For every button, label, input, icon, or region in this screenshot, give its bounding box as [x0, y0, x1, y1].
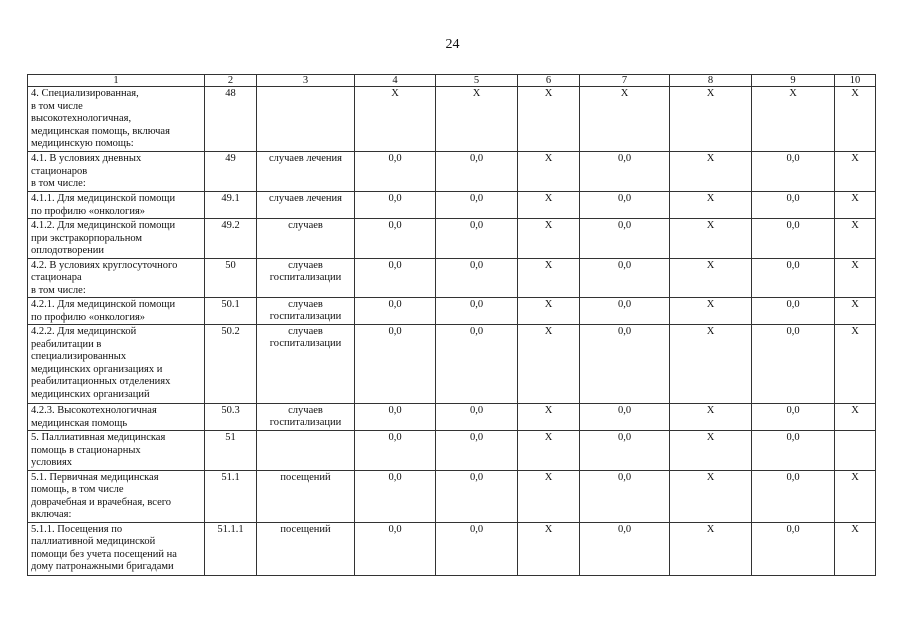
- value-cell: 0,0: [355, 298, 436, 325]
- value-cell: 0,0: [355, 219, 436, 259]
- value-cell: 0,0: [355, 258, 436, 298]
- value-cell: 0,0: [752, 431, 835, 471]
- value-cell: 0,0: [355, 325, 436, 404]
- value-cell: 0,0: [752, 152, 835, 192]
- value-cell: Х: [518, 522, 580, 575]
- value-cell: Х: [835, 404, 876, 431]
- table-row: [28, 522, 876, 575]
- table-row: [28, 219, 876, 259]
- row-number-cell: 50.2: [205, 325, 257, 404]
- row-unit-cell: случаев госпитализации: [257, 298, 355, 325]
- column-header: 6: [518, 75, 580, 87]
- value-cell: 0,0: [436, 298, 518, 325]
- value-cell: Х: [835, 87, 876, 152]
- value-cell: Х: [518, 404, 580, 431]
- value-cell: Х: [670, 470, 752, 522]
- table-row: [28, 87, 876, 152]
- value-cell: Х: [670, 522, 752, 575]
- value-cell: 0,0: [436, 470, 518, 522]
- row-unit-cell: случаев лечения: [257, 152, 355, 192]
- row-name-cell: 4.2.2. Для медицинской реабилитации в специализированных медицинских организациях и реабилитационных отделениях медицинских организаций: [28, 325, 205, 404]
- row-number-cell: 49.2: [205, 219, 257, 259]
- value-cell: 0,0: [752, 192, 835, 219]
- column-header: 10: [835, 75, 876, 87]
- row-number-cell: 50.3: [205, 404, 257, 431]
- value-cell: Х: [518, 470, 580, 522]
- value-cell: 0,0: [436, 431, 518, 471]
- value-cell: Х: [355, 87, 436, 152]
- column-header: 1: [28, 75, 205, 87]
- row-unit-cell: случаев госпитализации: [257, 325, 355, 404]
- row-number-cell: 51: [205, 431, 257, 471]
- value-cell: 0,0: [580, 522, 670, 575]
- row-name-cell: 4.1.2. Для медицинской помощи при экстракорпоральном оплодотворении: [28, 219, 205, 259]
- value-cell: 0,0: [436, 522, 518, 575]
- value-cell: 0,0: [752, 522, 835, 575]
- value-cell: Х: [518, 219, 580, 259]
- value-cell: Х: [670, 152, 752, 192]
- value-cell: 0,0: [580, 298, 670, 325]
- value-cell: 0,0: [355, 404, 436, 431]
- row-name-cell: 5.1.1. Посещения по паллиативной медицинской помощи без учета посещений на дому патронажными бригадами: [28, 522, 205, 575]
- value-cell: Х: [670, 325, 752, 404]
- table-row: [28, 404, 876, 431]
- value-cell: 0,0: [580, 258, 670, 298]
- column-header: 2: [205, 75, 257, 87]
- table-row: [28, 258, 876, 298]
- value-cell: 0,0: [355, 152, 436, 192]
- value-cell: 0,0: [580, 404, 670, 431]
- value-cell: Х: [518, 325, 580, 404]
- value-cell: Х: [835, 298, 876, 325]
- row-number-cell: 50.1: [205, 298, 257, 325]
- row-unit-cell: [257, 431, 355, 471]
- report-table: [27, 74, 876, 576]
- value-cell: 0,0: [752, 219, 835, 259]
- value-cell: Х: [752, 87, 835, 152]
- row-number-cell: 49.1: [205, 192, 257, 219]
- row-unit-cell: случаев госпитализации: [257, 404, 355, 431]
- row-name-cell: 4.2.1. Для медицинской помощи по профилю «онкология»: [28, 298, 205, 325]
- table-row: [28, 298, 876, 325]
- value-cell: Х: [518, 258, 580, 298]
- row-number-cell: 51.1: [205, 470, 257, 522]
- value-cell: Х: [436, 87, 518, 152]
- value-cell: Х: [835, 219, 876, 259]
- table-row: [28, 152, 876, 192]
- value-cell: [835, 431, 876, 471]
- value-cell: 0,0: [752, 298, 835, 325]
- row-name-cell: 4.2.3. Высокотехнологичная медицинская помощь: [28, 404, 205, 431]
- value-cell: Х: [518, 192, 580, 219]
- value-cell: 0,0: [436, 192, 518, 219]
- value-cell: 0,0: [355, 522, 436, 575]
- value-cell: 0,0: [580, 192, 670, 219]
- value-cell: 0,0: [436, 152, 518, 192]
- column-header: 8: [670, 75, 752, 87]
- value-cell: Х: [518, 87, 580, 152]
- value-cell: 0,0: [355, 431, 436, 471]
- value-cell: Х: [670, 192, 752, 219]
- column-header: 9: [752, 75, 835, 87]
- value-cell: Х: [835, 192, 876, 219]
- page-number: 24: [445, 37, 460, 52]
- table-row: [28, 470, 876, 522]
- value-cell: Х: [670, 87, 752, 152]
- row-number-cell: 50: [205, 258, 257, 298]
- row-number-cell: 48: [205, 87, 257, 152]
- header-row: [28, 75, 876, 87]
- value-cell: Х: [835, 152, 876, 192]
- table-body: [28, 75, 876, 576]
- row-unit-cell: посещений: [257, 470, 355, 522]
- row-name-cell: 5. Паллиативная медицинская помощь в стационарных условиях: [28, 431, 205, 471]
- value-cell: 0,0: [355, 470, 436, 522]
- value-cell: Х: [580, 87, 670, 152]
- column-header: 5: [436, 75, 518, 87]
- table-row: [28, 325, 876, 404]
- value-cell: 0,0: [436, 219, 518, 259]
- value-cell: Х: [670, 298, 752, 325]
- value-cell: 0,0: [752, 404, 835, 431]
- row-unit-cell: случаев: [257, 219, 355, 259]
- value-cell: 0,0: [752, 470, 835, 522]
- value-cell: Х: [670, 431, 752, 471]
- row-name-cell: 4. Специализированная, в том числе высокотехнологичная, медицинская помощь, включая медицинскую помощь:: [28, 87, 205, 152]
- value-cell: 0,0: [580, 431, 670, 471]
- value-cell: Х: [670, 258, 752, 298]
- value-cell: Х: [670, 404, 752, 431]
- value-cell: 0,0: [436, 325, 518, 404]
- value-cell: Х: [835, 258, 876, 298]
- value-cell: 0,0: [752, 325, 835, 404]
- value-cell: 0,0: [580, 470, 670, 522]
- table-row: [28, 192, 876, 219]
- value-cell: Х: [670, 219, 752, 259]
- value-cell: 0,0: [436, 404, 518, 431]
- value-cell: 0,0: [355, 192, 436, 219]
- table-row: [28, 431, 876, 471]
- row-unit-cell: случаев лечения: [257, 192, 355, 219]
- value-cell: 0,0: [580, 219, 670, 259]
- row-name-cell: 4.2. В условиях круглосуточного стационара в том числе:: [28, 258, 205, 298]
- column-header: 7: [580, 75, 670, 87]
- row-unit-cell: случаев госпитализации: [257, 258, 355, 298]
- value-cell: Х: [518, 152, 580, 192]
- value-cell: Х: [835, 325, 876, 404]
- row-unit-cell: посещений: [257, 522, 355, 575]
- row-name-cell: 4.1. В условиях дневных стационаров в том числе:: [28, 152, 205, 192]
- column-header: 4: [355, 75, 436, 87]
- row-number-cell: 51.1.1: [205, 522, 257, 575]
- value-cell: 0,0: [436, 258, 518, 298]
- row-unit-cell: [257, 87, 355, 152]
- column-header: 3: [257, 75, 355, 87]
- value-cell: 0,0: [580, 325, 670, 404]
- value-cell: Х: [518, 298, 580, 325]
- value-cell: Х: [835, 522, 876, 575]
- row-name-cell: 5.1. Первичная медицинская помощь, в том числе доврачебная и врачебная, всего включая:: [28, 470, 205, 522]
- row-name-cell: 4.1.1. Для медицинской помощи по профилю «онкология»: [28, 192, 205, 219]
- value-cell: 0,0: [752, 258, 835, 298]
- row-number-cell: 49: [205, 152, 257, 192]
- value-cell: Х: [835, 470, 876, 522]
- value-cell: 0,0: [580, 152, 670, 192]
- value-cell: Х: [518, 431, 580, 471]
